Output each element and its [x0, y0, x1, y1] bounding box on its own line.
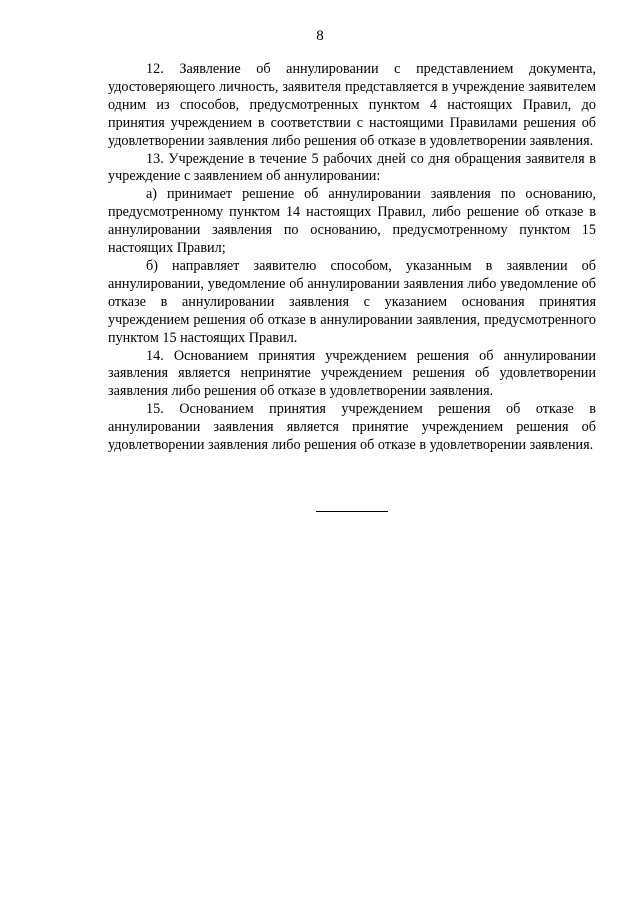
document-body: [108, 61, 596, 455]
paragraph-15: 15. Основанием принятия учреждением решения об отказе в аннулировании заявления является принятие учреждением решения об удовлетворении заявления либо решения об отказе в удовлетворении заявления.: [108, 401, 596, 454]
paragraph-12: 12. Заявление об аннулировании с представлением документа, удостоверяющего личность, заявителя представляется в учреждение заявителем одним из способов, предусмотренных пунктом 4 настоящих Правил, до принятия учреждением в соответствии с настоящими Правилами решения об удовлетворении заявления либо решения об отказе в удовлетворении заявления.: [108, 61, 596, 149]
paragraph-13-a: а) принимает решение об аннулировании заявления по основанию, предусмотренному пунктом 14 настоящих Правил, либо решение об отказе в аннулировании заявления по основанию, предусмотренному пунктом 15 настоящих Правил;: [108, 186, 596, 257]
paragraph-14: 14. Основанием принятия учреждением решения об аннулировании заявления является непринятие учреждением решения об удовлетворении заявления либо решения об отказе в удовлетворении заявления.: [108, 347, 596, 400]
end-of-document-rule: [316, 511, 388, 512]
paragraph-13: 13. Учреждение в течение 5 рабочих дней со дня обращения заявителя в учреждение с заявлением об аннулировании:: [108, 150, 596, 185]
paragraph-13-b: б) направляет заявителю способом, указанным в заявлении об аннулировании, уведомление об аннулировании заявления либо уведомление об отказе в аннулировании заявления с указанием основания принятия учреждением решения об отказе в аннулировании заявления, предусмотренного пунктом 15 настоящих Правил.: [108, 257, 596, 346]
page-number: 8: [316, 28, 324, 44]
